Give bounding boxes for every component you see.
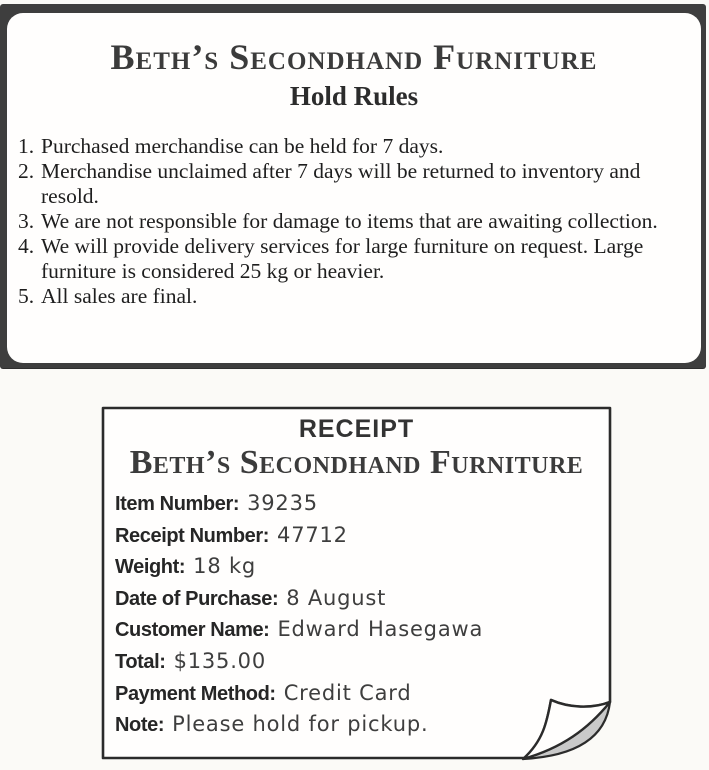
field-value: 8 August: [286, 585, 387, 610]
field-value: 18 kg: [193, 554, 257, 579]
rule-text: Purchased merchandise can be held for 7 days.: [41, 134, 444, 158]
field-value: Edward Hasegawa: [277, 617, 484, 642]
field-value: $135.00: [173, 648, 267, 673]
field-value: 39235: [247, 491, 318, 515]
hold-rules-card: [0, 4, 706, 368]
receipt-content: [113, 415, 600, 744]
rule-item: [18, 284, 678, 309]
field-label: Date of Purchase:: [115, 587, 279, 610]
rule-number: 1.: [18, 134, 35, 158]
hold-rules-card-inner: [7, 13, 701, 363]
field-label: Receipt Number:: [115, 524, 270, 547]
rule-number: 3.: [18, 209, 35, 233]
field-value: 47712: [277, 522, 348, 547]
rule-text: We will provide delivery services for large furniture on request. Large furniture is considered 25 kg or heavier.: [41, 234, 644, 283]
rule-number: 4.: [18, 234, 35, 258]
rule-number: 2.: [18, 159, 35, 183]
receipt-field-row: [115, 617, 600, 649]
field-label: Note:: [115, 714, 165, 737]
receipt-field-row: [115, 681, 600, 713]
hold-rules-list: [18, 134, 678, 309]
rule-text: We are not responsible for damage to items that are awaiting collection.: [41, 209, 658, 233]
field-label: Total:: [115, 650, 166, 673]
receipt-field-row: [115, 586, 600, 618]
rule-text: All sales are final.: [41, 284, 198, 308]
receipt-title: RECEIPT: [298, 415, 415, 443]
rule-item: [18, 234, 678, 284]
receipt-field-row: [115, 523, 600, 555]
receipt-field-row: [115, 491, 600, 523]
receipt-field-row: [115, 554, 600, 586]
field-value: Credit Card: [283, 680, 412, 705]
field-label: Customer Name:: [115, 619, 270, 642]
receipt-fields: [113, 491, 600, 744]
rule-number: 5.: [18, 284, 35, 308]
field-label: Payment Method:: [115, 682, 276, 705]
rule-item: [18, 209, 678, 234]
rule-item: [18, 134, 678, 159]
rule-text: Merchandise unclaimed after 7 days will be returned to inventory and resold.: [41, 159, 641, 208]
rule-item: [18, 159, 678, 209]
receipt-field-row: [115, 712, 600, 744]
field-value: Please hold for pickup.: [172, 712, 429, 737]
store-name-heading: Beth’s Secondhand Furniture: [110, 37, 598, 77]
receipt-store-name: Beth’s Secondhand Furniture: [129, 444, 584, 481]
hold-rules-subtitle: Hold Rules: [289, 81, 419, 111]
field-label: Weight:: [115, 556, 186, 579]
receipt-card: [100, 405, 613, 763]
field-label: Item Number:: [115, 493, 240, 515]
receipt-field-row: [115, 649, 600, 681]
